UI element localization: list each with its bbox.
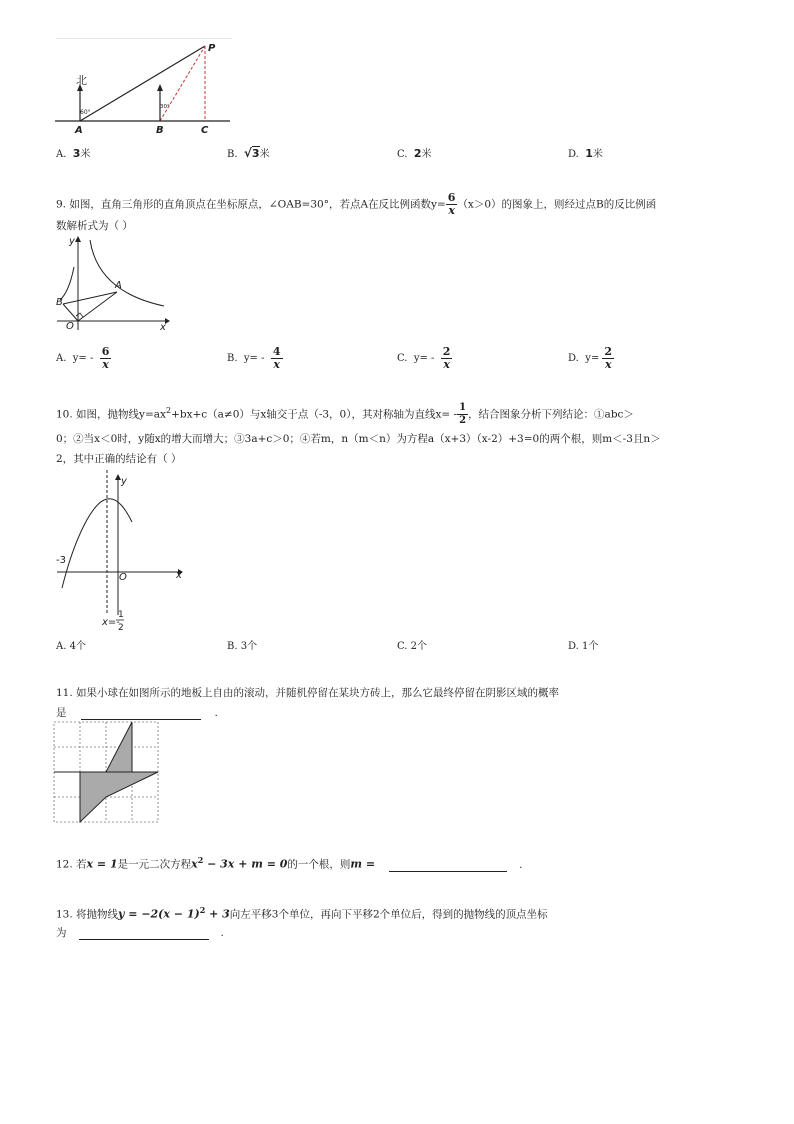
q13-answer-blank[interactable] [79, 939, 209, 940]
b-label: B [56, 297, 63, 308]
q9-option-b: B. y= - $\frac{4}{x}$ [227, 345, 281, 371]
q9-line-1: 9. 如图，直角三角形的直角顶点在坐标原点，∠OAB=30°，若点A在反比例函数y= $\frac{6}{x}$ （x＞0）的图象上，则经过点B的反比例函 [56, 191, 657, 217]
segment-ob [63, 304, 78, 321]
o-label: O [66, 321, 74, 332]
arrowhead-b [157, 84, 163, 91]
q12-answer-blank[interactable] [389, 871, 507, 872]
a-label: A [115, 280, 122, 291]
q10-option-b: B. 3个 [227, 641, 258, 652]
q8-option-c: C. 2米 [397, 147, 432, 160]
q10-line-1: 10. 如图，抛物线$y=ax^2+bx+c(a\ne 0)$与x轴交于点（-3，0），其对称轴为直线x= - $\frac{1}{2}$ ，结合图象分析下列结论：①abc＞ [56, 402, 634, 426]
axis-eq-den: 2 [118, 623, 124, 633]
line-ap [80, 46, 205, 121]
point-a-label: A [75, 125, 83, 136]
q9-line-2: 数解析式为（ ） [56, 220, 133, 232]
curve-right [90, 240, 164, 306]
q9-option-d: D. y= $\frac{2}{x}$ [568, 345, 613, 371]
q10-line-2: 0；②当x＜0时，y随x的增大而增大；③3a+c＞0；④若m，n（m＜n）为方程a（x+3）（x-2）+3=0的两个根，则m＜-3且n＞ [56, 433, 661, 445]
x-label: x [176, 570, 182, 581]
figure-north-diagram [50, 38, 240, 138]
q8-option-d: D. 1米 [568, 147, 603, 160]
q10-fraction: $\frac{1}{2}$ [459, 402, 467, 426]
point-b-label: B [156, 125, 164, 136]
point-p-label: P [208, 43, 216, 54]
q9-figure [52, 232, 177, 332]
q10-figure [52, 470, 192, 635]
q9-option-c: C. y= - $\frac{2}{x}$ [397, 345, 451, 371]
axis-eq-label: x=- [102, 617, 120, 628]
q13-line-1: 13. 将抛物线$y = -2(x - 1)^2 + 3$向左平移3个单位，再向下平移2个单位后，得到的抛物线的顶点坐标 [56, 905, 548, 921]
q10-option-d: D. 1个 [568, 641, 599, 652]
angle-60-label: 60° [80, 109, 91, 116]
curve-left [60, 267, 74, 300]
q12-line: 12. 若x = 1是一元二次方程$x^2 - 3x + m = 0$的一个根，则m = . [56, 855, 523, 871]
q10-line-3: 2，其中正确的结论有（ ） [56, 453, 182, 465]
q11-tile-figure [52, 720, 164, 826]
right-angle-mark [76, 313, 83, 317]
q8-option-a: A. 3米 [56, 147, 91, 160]
o-label: O [119, 572, 127, 583]
point-c-label: C [201, 125, 209, 136]
q13-line-2: 为 . [56, 927, 224, 939]
q11-line-2: 是 . [56, 707, 218, 719]
q10-option-a: A. 4个 [56, 641, 86, 652]
q9-option-a: A. y= - $\frac{6}{x}$ [56, 345, 110, 371]
y-label: y [69, 236, 75, 247]
q10-option-c: C. 2个 [397, 641, 428, 652]
q8-option-b: B. √3米 [227, 146, 270, 160]
q9-fraction: $\frac{6}{x}$ [447, 191, 456, 217]
angle-30-label: 30° [160, 104, 170, 110]
x-label: x [160, 322, 166, 332]
neg3-label: -3 [56, 555, 66, 566]
north-label: 北 [76, 74, 87, 87]
axis-eq-num: 1 [118, 610, 124, 620]
q11-line-1: 11. 如果小球在如图所示的地板上自由的滚动，并随机停留在某块方砖上，那么它最终停留在阴影区域的概率 [56, 687, 560, 699]
y-label: y [121, 476, 127, 487]
